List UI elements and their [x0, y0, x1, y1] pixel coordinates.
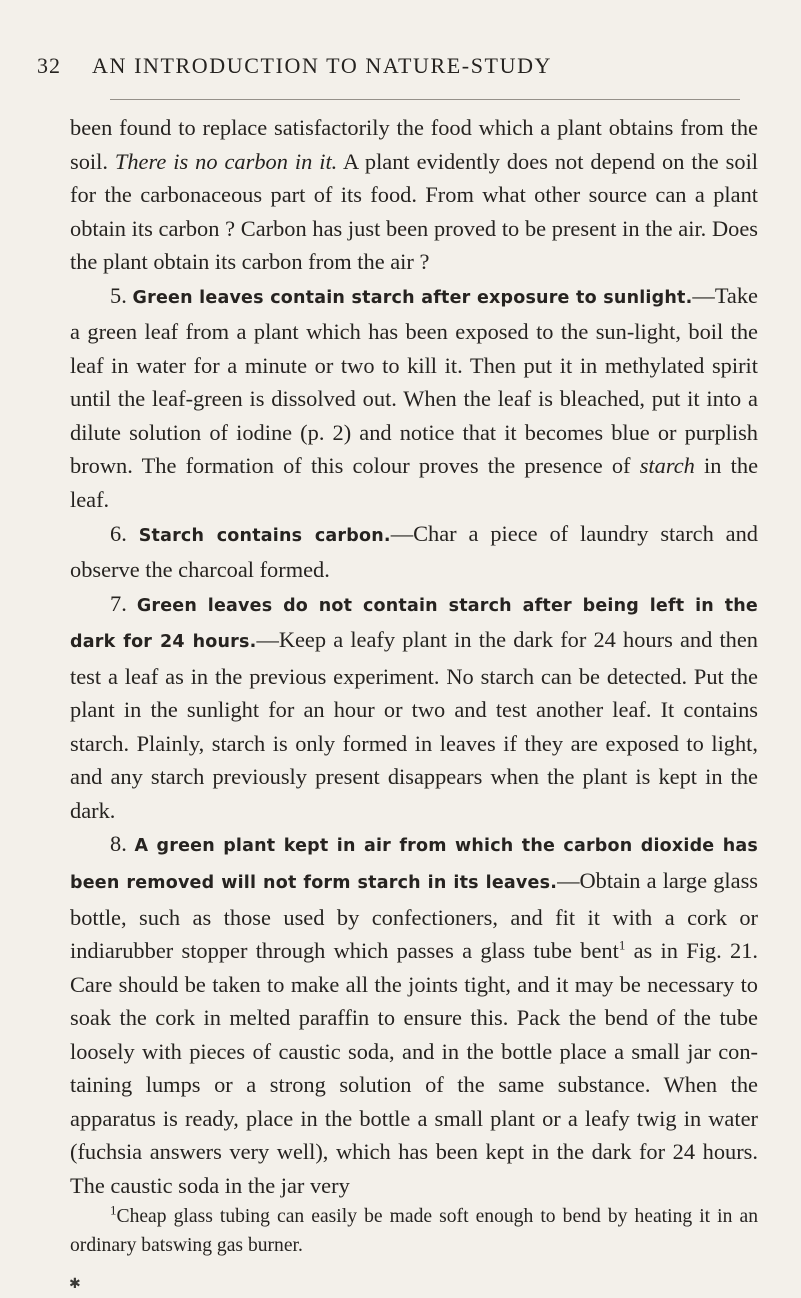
text-run: in the leaf.	[70, 453, 759, 513]
paragraph-6	[70, 517, 758, 587]
text-run: A plant evidently does not depend on the soil for the carbonaceous part of its food. From what other source can a plant obtain its carbon ? Carbon has just been proved to be present in the air. Does the plant obtain its carbon from the air ?	[70, 148, 759, 275]
section-number: 6.	[110, 520, 139, 546]
section-heading: A green plant kept in air from which the carbon dioxide has been removed will not form starch in its leaves.	[70, 836, 758, 894]
footnote-reference[interactable]: 1	[618, 937, 626, 953]
page-number: 32	[37, 53, 61, 78]
text-run: —Take a green leaf from a plant which has been exposed to the sun-light, boil the leaf in water for a minute or two to kill it. Then put it in methylated spirit until the leaf-green is dissolved out. When the leaf is bleached, put it into a dilute solution of iodine (p. 2) and notice that it becomes blue or purplish brown. The formation of this colour proves the presence of	[70, 282, 758, 479]
paragraph-7	[70, 587, 758, 828]
running-head: AN INTRODUCTION TO NATURE-STUDY	[92, 53, 553, 78]
paragraph-8	[70, 827, 758, 1202]
text-run: —Obtain a large glass bottle, such as those used by confectioners, and fit it with a cork or indiarubber stopper through which passes a glass tube bent	[70, 868, 758, 964]
text-run: —Char a piece of laundry starch and observe the charcoal formed.	[70, 520, 759, 583]
section-heading: Green leaves contain starch after exposure to sunlight.	[132, 287, 693, 308]
section-heading: Starch contains carbon.	[138, 525, 391, 546]
page-header	[0, 53, 801, 93]
section-heading: Green leaves do not contain starch after being left in the dark for 24 hours.	[70, 595, 759, 653]
text-run: as in Fig. 21. Care should be taken to make all the joints tight, and it may be necessary to soak the cork in melted paraffin to ensure this. Pack the bend of the tube loosely with pieces of caustic soda, and in the bottle place a small jar con-taining lumps or a strong solution of the same substance. When the apparatus is ready, place in the bottle a small plant or a leafy twig in water (fuchsia answers very well), which has been kept in the dark for 24 hours. The caustic soda in the jar very	[70, 938, 758, 1198]
footnote	[70, 1202, 758, 1260]
section-number: 7.	[110, 590, 137, 616]
footnote-text	[70, 1202, 758, 1260]
footnote-body: Cheap glass tubing can easily be made soft enough to bend by heating it in an ordinary batswing gas burner.	[70, 1206, 758, 1256]
header-rule	[110, 99, 740, 100]
text-run: —Keep a leafy plant in the dark for 24 hours and then test a leaf as in the previous experiment. No starch can be detected. Put the plant in the sunlight for an hour or two and test another leaf. It contains starch. Plainly, starch is only formed in leaves if they are exposed to light, and any starch previously present disappears when the plant is kept in the dark.	[70, 627, 758, 823]
printer-mark-icon: ✱	[69, 1277, 81, 1292]
italic-emphasis: starch	[639, 453, 695, 479]
italic-emphasis: There is no carbon in it.	[114, 148, 338, 174]
paragraph-5	[70, 279, 758, 517]
footnote-marker: 1	[110, 1202, 117, 1218]
text-run: been found to replace satisfactorily the food which a plant obtains from the soil.	[70, 115, 758, 174]
section-number: 8.	[110, 831, 135, 857]
section-number: 5.	[110, 282, 133, 308]
paragraph-continued	[70, 111, 758, 279]
body-text	[70, 111, 758, 1203]
